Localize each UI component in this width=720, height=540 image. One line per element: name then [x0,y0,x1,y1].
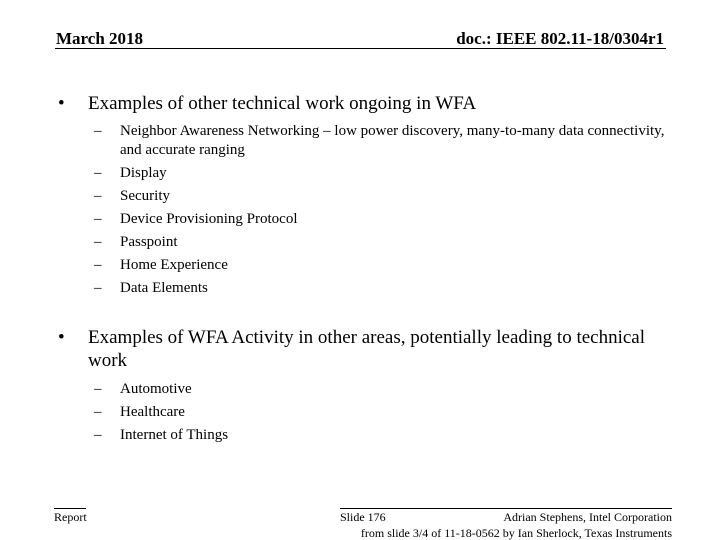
list-item [58,187,668,206]
list-item [58,122,668,160]
list-item [58,164,668,183]
list-item-text: Device Provisioning Protocol [120,211,298,227]
dash: – [94,404,102,420]
list-item-text: Automotive [120,381,192,397]
section-1 [58,92,668,298]
section-1-title: Examples of other technical work ongoing in WFA [88,93,477,114]
footer-report-label: Report [54,510,87,524]
section-1-heading [58,92,668,115]
list-item-text: Home Experience [120,257,228,273]
section-1-list [58,122,668,298]
list-item [58,256,668,275]
footer-slide-number: Slide 176 [340,510,386,524]
footer-source: from slide 3/4 of 11-18-0562 by Ian Sherlock, Texas Instruments [360,526,672,540]
list-item-text: Data Elements [120,280,208,296]
footer-author: Adrian Stephens, Intel Corporation [503,510,672,524]
list-item [58,380,668,399]
dash: – [94,280,102,296]
header-rule [55,48,666,49]
header-date: March 2018 [56,29,144,48]
list-item-text: Healthcare [120,404,185,420]
dash: – [94,123,102,139]
list-item-text: Security [120,188,170,204]
dash: – [94,165,102,181]
list-item-text: Passpoint [120,234,178,250]
bullet: • [58,327,65,348]
bullet: • [58,93,65,114]
section-2-list [58,380,668,445]
list-item [58,403,668,422]
list-item-text: Display [120,165,167,181]
list-item-text: Internet of Things [120,427,229,443]
dash: – [94,234,102,250]
slide-content [58,92,668,449]
dash: – [94,381,102,397]
section-2-heading [58,326,668,372]
list-item [58,426,668,445]
list-item [58,210,668,229]
list-item [58,233,668,252]
dash: – [94,188,102,204]
list-item-text: Neighbor Awareness Networking – low power discovery, many-to-many data connectivity, and accurate ranging [120,123,665,158]
header-doc-id: doc.: IEEE 802.11-18/0304r1 [456,29,664,48]
section-2 [58,312,668,445]
footer-rule-left [54,508,86,509]
dash: – [94,427,102,443]
footer-rule-right [340,508,672,509]
dash: – [94,257,102,273]
list-item [58,279,668,298]
dash: – [94,211,102,227]
section-2-title: Examples of WFA Activity in other areas, potentially leading to technical work [88,327,646,371]
